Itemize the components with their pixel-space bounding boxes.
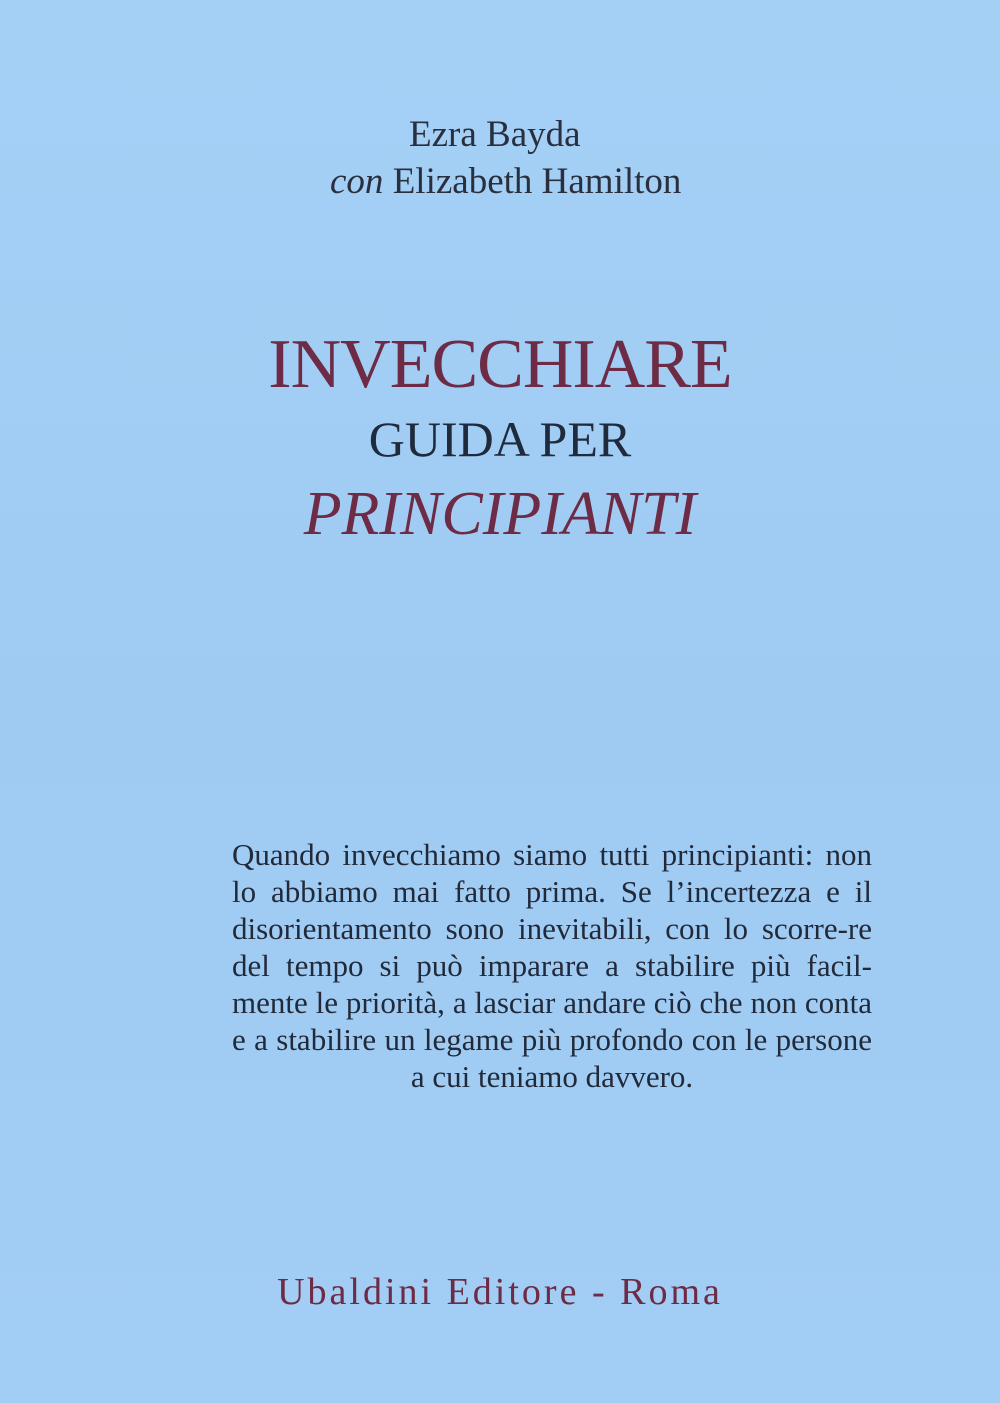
book-title: INVECCHIARE <box>268 326 732 403</box>
author-secondary-line <box>330 159 681 205</box>
book-subtitle-line1: GUIDA PER <box>368 411 632 467</box>
author-secondary-prefix: con <box>330 161 384 202</box>
author-primary: Ezra Bayda <box>409 114 581 155</box>
book-subtitle-line2: PRINCIPIANTI <box>303 480 697 548</box>
publisher-imprint: Ubaldini Editore - Roma <box>277 1271 723 1313</box>
title-block <box>0 326 1000 554</box>
blurb-text: Quando invecchiamo siamo tutti principianti: non lo abbiamo mai fatto prima. Se l’incertezza e il disorientamento sono inevitabili, con lo scorre-re del tempo si può imparare a stabilire più facil-mente le priorità, a lasciar andare ciò che non conta e a stabilire un legame più profondo con le persone a cui teniamo davvero. <box>232 837 872 1094</box>
author-secondary: Elizabeth Hamilton <box>392 161 682 202</box>
